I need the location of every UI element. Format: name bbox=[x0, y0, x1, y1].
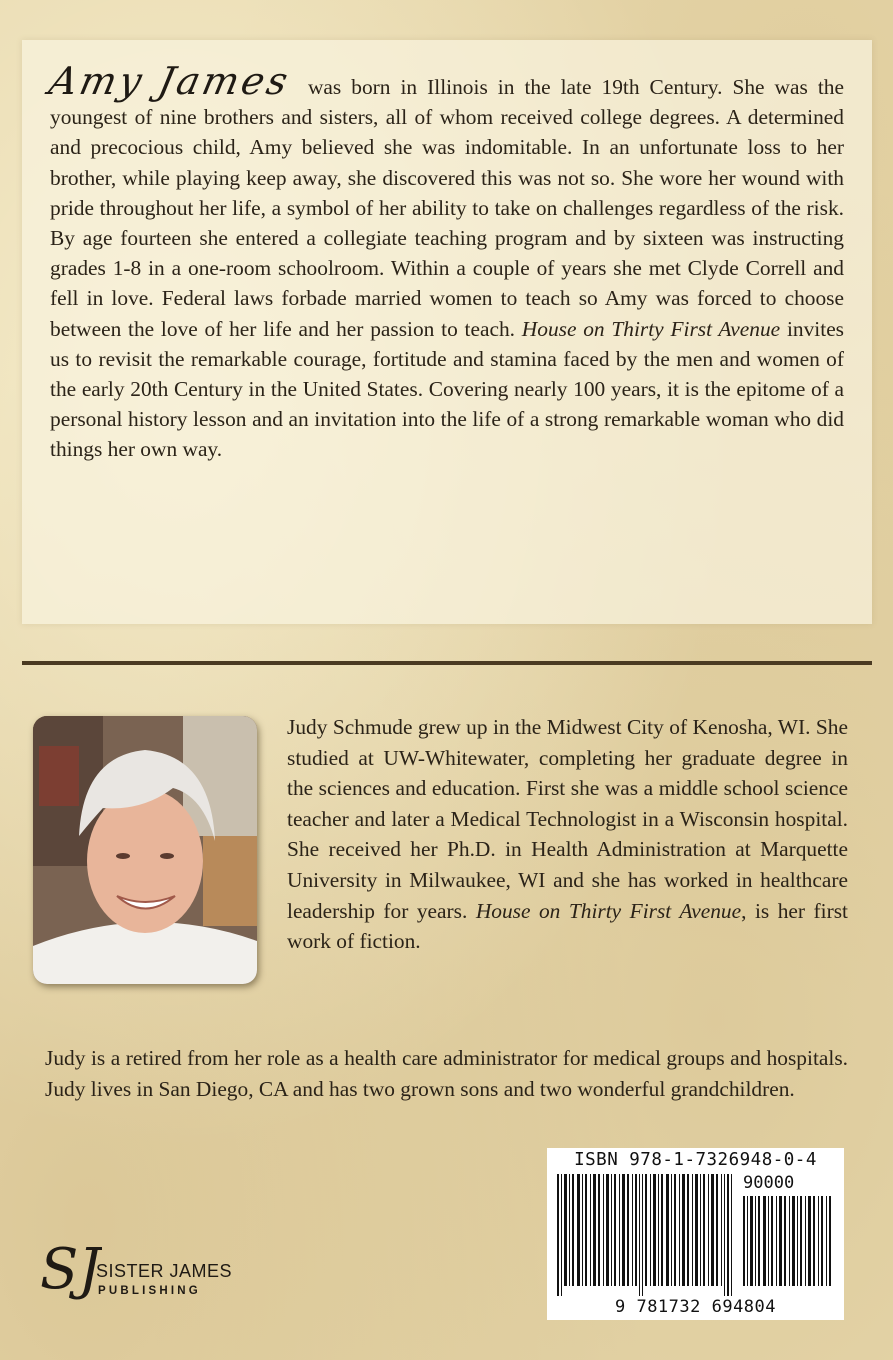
bio-book-title: House on Thirty First Avenue bbox=[475, 898, 742, 923]
monogram-text: SJ bbox=[40, 1237, 101, 1302]
price-code: 90000 bbox=[743, 1173, 795, 1193]
publisher-name: SISTER JAMES bbox=[96, 1261, 233, 1281]
blurb-text-part2: invites us to revisit the remarkable courage, fortitude and stamina faced by the men and women of the early 20th Century in the United States. Covering nearly 100 years, it is the epitome of a personal history lesson and an invitation into the life of a strong remarkable woman who did things her own way. bbox=[50, 316, 845, 462]
blurb-paragraph bbox=[45, 59, 845, 465]
ean-digits: 9 781732 694804 bbox=[614, 1297, 777, 1317]
publisher-monogram-icon bbox=[32, 1222, 102, 1312]
publisher-subtitle: PUBLISHING bbox=[98, 1285, 201, 1297]
publisher-logo bbox=[32, 1222, 252, 1312]
author-photo bbox=[33, 716, 257, 984]
bio-text-part2: , is her first work of fiction. bbox=[287, 898, 848, 954]
author-bio-paragraph bbox=[287, 712, 848, 957]
blurb-text-part1: was born in Illinois in the late 19th Century. She was the youngest of nine brothers and sisters, all of whom received college degrees. A determined and precocious child, Amy believed she was indomitable. In an unfortunate loss to her brother, while playing keep away, she discovered this was not so. She wore her wound with pride throughout her life, a symbol of her ability to take on challenges regardless of the risk. By age fourteen she entered a collegiate teaching program and by sixteen was instructing grades 1-8 in a one-room schoolroom. Within a couple of years she met Clyde Correll and fell in love. Federal laws forbade married women to teach so Amy was forced to choose between the love of her life and her passion to teach. bbox=[50, 75, 844, 341]
isbn-barcode-box bbox=[547, 1148, 844, 1320]
author-portrait-illustration bbox=[33, 716, 257, 984]
back-cover-blurb-panel bbox=[22, 40, 872, 624]
section-divider bbox=[22, 661, 872, 665]
bio-text-part1: Judy Schmude grew up in the Midwest City of Kenosha, WI. She studied at UW-Whitewater, completing her graduate degree in the sciences and education. First she was a middle school science teacher and later a Medical Technologist in a Wisconsin hospital. She received her Ph.D. in Health Administration at Marquette University in Milwaukee, WI and she has worked in healthcare leadership for years. bbox=[287, 715, 848, 923]
barcode-bars bbox=[547, 1148, 844, 1320]
script-name-heading: Amy James bbox=[45, 59, 295, 103]
blurb-book-title: House on Thirty First Avenue bbox=[521, 316, 781, 341]
isbn-label: ISBN 978-1-7326948-0-4 bbox=[574, 1150, 817, 1170]
retired-paragraph: Judy is a retired from her role as a health care administrator for medical groups and hospitals. Judy lives in San Diego, CA and has two grown sons and two wonderful grandchildren. bbox=[45, 1046, 848, 1101]
